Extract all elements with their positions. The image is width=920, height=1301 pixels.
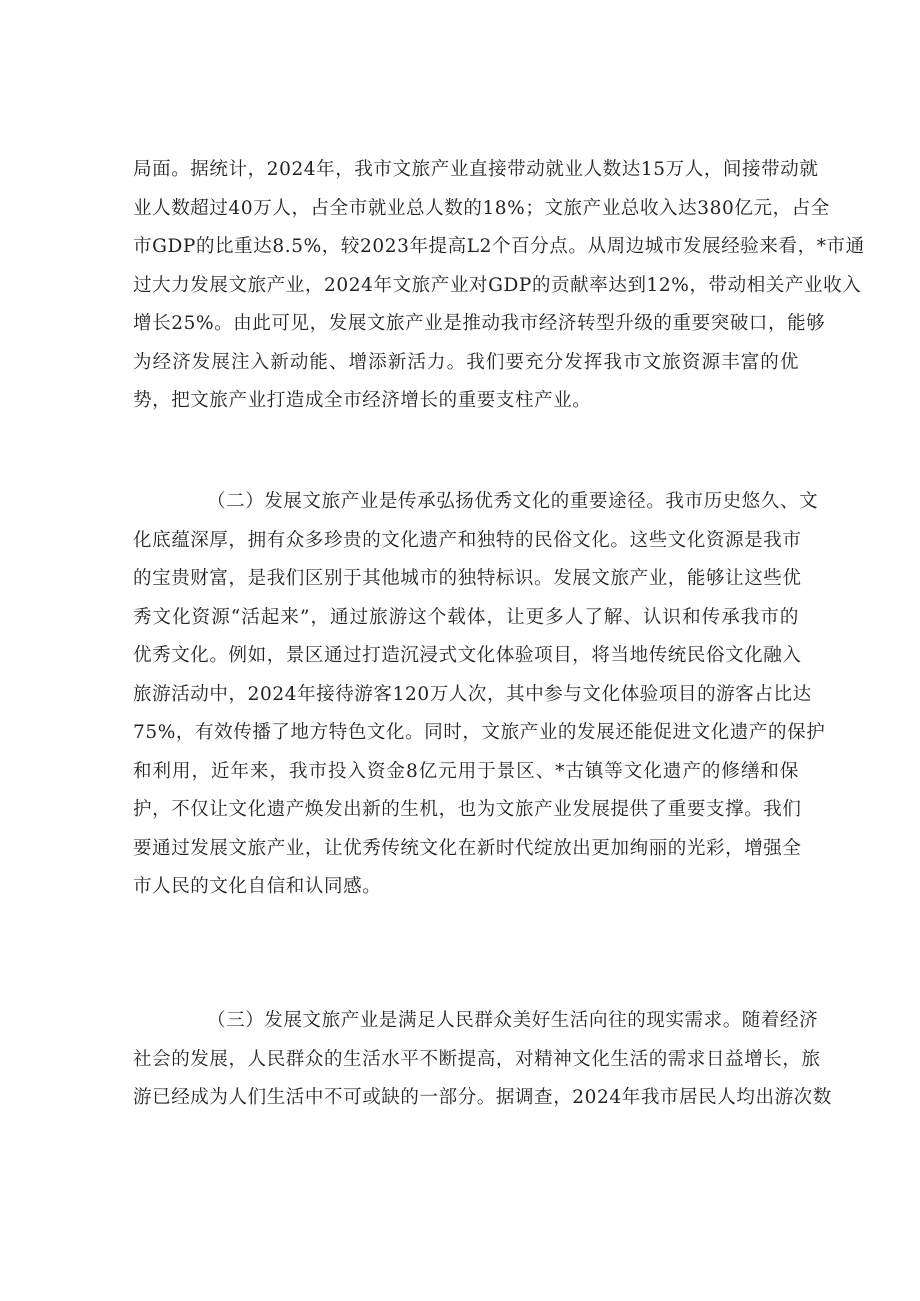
text-line: 和利用，近年来，我市投入资金8亿元用于景区、*古镇等文化遗产的修缮和保 <box>133 760 799 782</box>
text-line: 要通过发展文旅产业，让优秀传统文化在新时代绽放出更加绚丽的光彩，增强全 <box>133 837 802 859</box>
text-line: 护，不仅让文化遗产焕发出新的生机，也为文旅产业发展提供了重要支撑。我们 <box>133 799 802 820</box>
paragraph-public-demand <box>133 1002 832 1118</box>
text-line: 游已经成为人们生活中不可或缺的一部分。据调查，2024年我市居民人均出游次数 <box>133 1087 832 1108</box>
text-line: 市GDP的比重达8.5%，较2023年提高L2个百分点。从周边城市发展经验来看，*市通 <box>133 236 865 257</box>
text-line: 增长25%。由此可见，发展文旅产业是推动我市经济转型升级的重要突破口，能够 <box>133 313 826 334</box>
section-heading-line: （三）发展文旅产业是满足人民群众美好生活向往的现实需求。随着经济 <box>207 1010 819 1031</box>
text-line: 75%，有效传播了地方特色文化。同时，文旅产业的发展还能促进文化遗产的保护 <box>133 722 826 743</box>
paragraph-cultural-heritage <box>133 483 826 907</box>
text-line: 社会的发展，人民群众的生活水平不断提高，对精神文化生活的需求日益增长，旅 <box>133 1048 821 1070</box>
text-line: 市人民的文化自信和认同感。 <box>133 876 382 897</box>
paragraph-economic-impact <box>133 151 865 421</box>
text-line: 过大力发展文旅产业，2024年文旅产业对GDP的贡献率达到12%，带动相关产业收入 <box>133 274 862 296</box>
text-line: 的宝贵财富，是我们区别于其他城市的独特标识。发展文旅产业，能够让这些优 <box>133 568 802 589</box>
text-line: 秀文化资源“活起来”，通过旅游这个载体，让更多人了解、认识和传承我市的 <box>133 606 799 628</box>
section-heading-line: （二）发展文旅产业是传承弘扬优秀文化的重要途径。我市历史悠久、文 <box>207 491 819 512</box>
text-line: 业人数超过40万人，占全市就业总人数的18%；文旅产业总收入达380亿元，占全 <box>133 197 830 219</box>
text-line: 势，把文旅产业打造成全市经济增长的重要支柱产业。 <box>133 390 592 411</box>
text-line: 化底蕴深厚，拥有众多珍贵的文化遗产和独特的民俗文化。这些文化资源是我市 <box>133 529 802 551</box>
text-line: 局面。据统计，2024年，我市文旅产业直接带动就业人数达15万人，间接带动就 <box>133 159 819 180</box>
text-line: 优秀文化。例如，景区通过打造沉浸式文化体验项目，将当地传统民俗文化融入 <box>133 645 802 666</box>
text-line: 旅游活动中，2024年接待游客120万人次，其中参与文化体验项目的游客占比达 <box>133 683 812 705</box>
text-line: 为经济发展注入新动能、增添新活力。我们要充分发挥我市文旅资源丰富的优 <box>133 351 799 373</box>
